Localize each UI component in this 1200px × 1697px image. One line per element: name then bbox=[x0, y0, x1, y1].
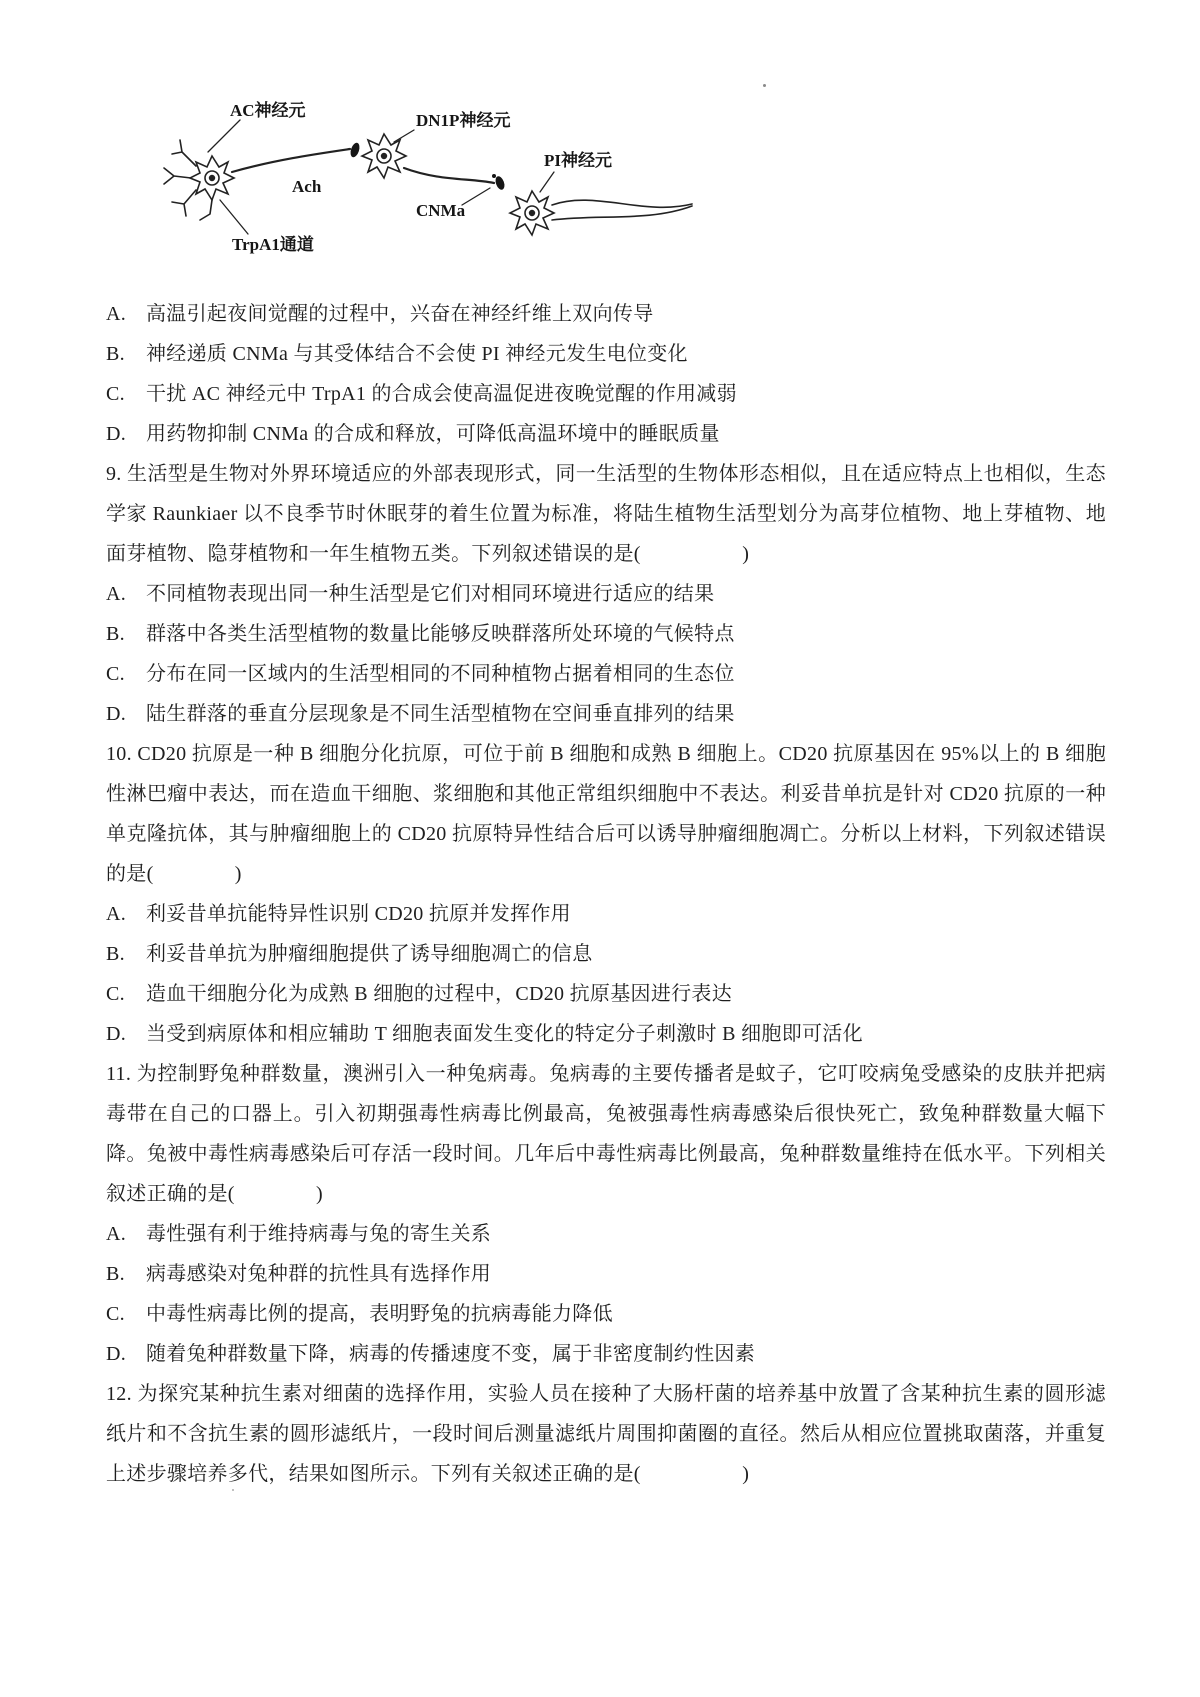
option-text: 用药物抑制 CNMa 的合成和释放，可降低高温环境中的睡眠质量 bbox=[146, 423, 720, 445]
option-text: 神经递质 CNMa 与其受体结合不会使 PI 神经元发生电位变化 bbox=[146, 343, 688, 365]
option-label: A. bbox=[106, 303, 127, 325]
option-label: D. bbox=[106, 1343, 127, 1365]
pi-neuron-label: PI神经元 bbox=[544, 151, 612, 170]
synapse-cnma bbox=[494, 175, 506, 191]
q10-option-d bbox=[106, 1014, 1106, 1054]
q8-option-b bbox=[106, 334, 1106, 374]
q11-stem: 11. 为控制野兔种群数量，澳洲引入一种兔病毒。兔病毒的主要传播者是蚊子，它叮咬病兔受感染的皮肤并把病毒带在自己的口器上。引入初期强毒性病毒比例最高，兔被强毒性病毒感染后很快死亡，致兔种群数量大幅下降。兔被中毒性病毒感染后可存活一段时间。几年后中毒性病毒比例最高，兔种群数量维持在低水平。下列相关叙述正确的是( ) bbox=[106, 1063, 1106, 1205]
q9-option-c bbox=[106, 654, 1106, 694]
option-label: C. bbox=[106, 663, 125, 685]
q11-option-a bbox=[106, 1214, 1106, 1254]
ac-nucleolus bbox=[210, 176, 215, 181]
neuron-diagram-svg bbox=[144, 86, 744, 268]
dn1p-label-line bbox=[394, 130, 414, 142]
ach-label: Ach bbox=[292, 177, 322, 196]
q12-stem: 12. 为探究某种抗生素对细菌的选择作用，实验人员在接种了大肠杆菌的培养基中放置了含某种抗生素的圆形滤纸片和不含抗生素的圆形滤纸片，一段时间后测量滤纸片周围抑菌圈的直径。然后从相应位置挑取菌落，并重复上述步骤培养多代，结果如图所示。下列有关叙述正确的是( ) bbox=[106, 1383, 1106, 1485]
option-text: 利妥昔单抗为肿瘤细胞提供了诱导细胞凋亡的信息 bbox=[146, 943, 593, 965]
option-text: 利妥昔单抗能特异性识别 CD20 抗原并发挥作用 bbox=[146, 903, 571, 925]
trpa1-label: TrpA1通道 bbox=[232, 235, 314, 254]
option-text: 病毒感染对兔种群的抗性具有选择作用 bbox=[146, 1263, 492, 1285]
pi-axon-tail bbox=[552, 206, 692, 220]
q11-option-c bbox=[106, 1294, 1106, 1334]
option-label: C. bbox=[106, 1303, 125, 1325]
option-text: 陆生群落的垂直分层现象是不同生活型植物在空间垂直排列的结果 bbox=[146, 703, 735, 725]
trpa1-label-line bbox=[220, 200, 248, 234]
option-label: A. bbox=[106, 583, 127, 605]
q10-option-b bbox=[106, 934, 1106, 974]
option-label: A. bbox=[106, 1223, 127, 1245]
option-label: B. bbox=[106, 943, 125, 965]
option-label: B. bbox=[106, 623, 125, 645]
option-label: D. bbox=[106, 423, 127, 445]
ac-dendrites bbox=[200, 200, 212, 220]
q9-stem: 9. 生活型是生物对外界环境适应的外部表现形式，同一生活型的生物体形态相似，且在适应特点上也相似，生态学家 Raunkiaer 以不良季节时休眠芽的着生位置为标准，将陆生植物生活型划分为高芽位植物、地上芽植物、地面芽植物、隐芽植物和一年生植物五类。下列叙述错误的是( ) bbox=[106, 463, 1106, 565]
dn1p-axon bbox=[404, 168, 494, 183]
option-text: 当受到病原体和相应辅助 T 细胞表面发生变化的特定分子刺激时 B 细胞即可活化 bbox=[146, 1023, 863, 1045]
q11-option-b bbox=[106, 1254, 1106, 1294]
synapse-ach bbox=[349, 142, 361, 159]
option-label: D. bbox=[106, 1023, 127, 1045]
option-label: D. bbox=[106, 703, 127, 725]
option-text: 随着兔种群数量下降，病毒的传播速度不变，属于非密度制约性因素 bbox=[146, 1343, 755, 1365]
ac-axon bbox=[232, 149, 350, 172]
ac-label-line bbox=[208, 120, 240, 152]
option-text: 毒性强有利于维持病毒与兔的寄生关系 bbox=[146, 1223, 492, 1245]
ac-dendrites bbox=[172, 190, 196, 216]
dn1p-nucleolus bbox=[382, 154, 387, 159]
pi-label-line bbox=[540, 172, 554, 192]
neuron-diagram bbox=[144, 86, 744, 268]
q11-option-d bbox=[106, 1334, 1106, 1374]
option-text: 中毒性病毒比例的提高，表明野兔的抗病毒能力降低 bbox=[146, 1303, 613, 1325]
dn1p-neuron-label: DN1P神经元 bbox=[416, 111, 511, 130]
q10-option-c bbox=[106, 974, 1106, 1014]
option-text: 干扰 AC 神经元中 TrpA1 的合成会使高温促进夜晚觉醒的作用减弱 bbox=[146, 383, 737, 405]
q9-option-a bbox=[106, 574, 1106, 614]
q8-option-a bbox=[106, 294, 1106, 334]
option-text: 不同植物表现出同一种生活型是它们对相同环境进行适应的结果 bbox=[146, 583, 715, 605]
print-speck bbox=[232, 1489, 234, 1491]
ac-neuron-label: AC神经元 bbox=[230, 101, 306, 120]
option-text: 群落中各类生活型植物的数量比能够反映群落所处环境的气候特点 bbox=[146, 623, 735, 645]
q8-option-d bbox=[106, 414, 1106, 454]
q9-option-b bbox=[106, 614, 1106, 654]
option-text: 造血干细胞分化为成熟 B 细胞的过程中，CD20 抗原基因进行表达 bbox=[146, 983, 733, 1005]
ac-dendrites bbox=[164, 168, 191, 184]
q8-option-c bbox=[106, 374, 1106, 414]
ac-dendrites bbox=[172, 140, 196, 166]
option-text: 分布在同一区域内的生活型相同的不同种植物占据着相同的生态位 bbox=[146, 663, 735, 685]
pi-axon-tail bbox=[552, 200, 692, 207]
cnma-label-line bbox=[462, 188, 490, 205]
option-label: B. bbox=[106, 1263, 125, 1285]
q10-stem: 10. CD20 抗原是一种 B 细胞分化抗原，可位于前 B 细胞和成熟 B 细胞上。CD20 抗原基因在 95%以上的 B 细胞性淋巴瘤中表达，而在造血干细胞、浆细胞和其他正常组织细胞中不表达。利妥昔单抗是针对 CD20 抗原的一种单克隆抗体，其与肿瘤细胞上的 CD20 抗原特异性结合后可以诱导肿瘤细胞凋亡。分析以上材料，下列叙述错误的是( ) bbox=[106, 743, 1106, 885]
q9-option-d bbox=[106, 694, 1106, 734]
cnma-label: CNMa bbox=[416, 201, 466, 220]
synapse-vesicle bbox=[492, 174, 496, 178]
option-text: 高温引起夜间觉醒的过程中，兴奋在神经纤维上双向传导 bbox=[146, 303, 654, 325]
pi-nucleolus bbox=[530, 211, 535, 216]
q10-option-a bbox=[106, 894, 1106, 934]
option-label: B. bbox=[106, 343, 125, 365]
print-speck bbox=[763, 84, 766, 87]
option-label: C. bbox=[106, 983, 125, 1005]
option-label: A. bbox=[106, 903, 127, 925]
option-label: C. bbox=[106, 383, 125, 405]
